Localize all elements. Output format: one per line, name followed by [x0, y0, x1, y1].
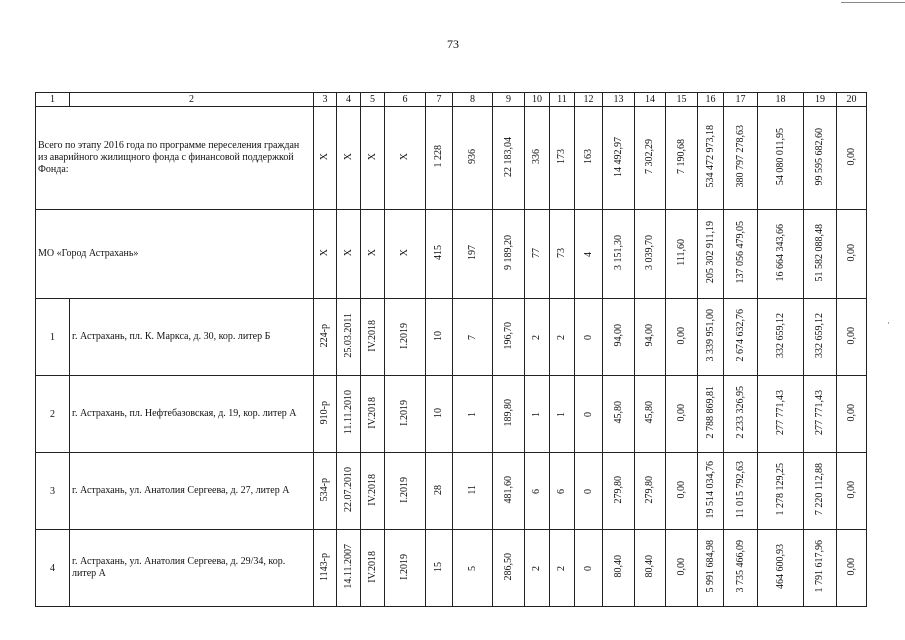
cell-value: 7: [466, 334, 478, 340]
data-cell: [426, 376, 453, 453]
cell-value: 45,80: [612, 401, 624, 424]
data-cell: [758, 107, 804, 210]
cell-value: 10: [433, 407, 444, 418]
cell-value: 54 080 011,95: [774, 127, 786, 186]
data-cell: [666, 453, 698, 530]
data-cell: [575, 453, 603, 530]
column-header-14: 14: [635, 93, 666, 107]
cell-value: 277 771,43: [774, 390, 786, 435]
cell-value: 3 039,70: [644, 235, 655, 270]
cell-value: 80,40: [644, 555, 655, 578]
cell-value: 3 339 951,00: [704, 309, 716, 362]
cell-value: 9 189,20: [502, 235, 514, 270]
row-number: 3: [36, 453, 70, 530]
table-row: [36, 453, 867, 530]
cell-value: 7 220 112,88: [814, 463, 825, 516]
data-cell: [698, 530, 724, 607]
data-cell: [635, 376, 666, 453]
cell-value: 332 659,12: [774, 313, 786, 358]
data-cell: [804, 210, 837, 299]
data-cell: [575, 299, 603, 376]
table-row: [36, 530, 867, 607]
column-header-7: 7: [426, 93, 453, 107]
cell-value: 0,00: [845, 480, 857, 499]
cell-value: 2: [556, 334, 567, 340]
cell-value: 1: [466, 411, 478, 417]
cell-value: 45,80: [644, 401, 655, 424]
cell-value: 936: [466, 149, 478, 164]
data-cell: [337, 453, 361, 530]
cell-value: 1 791 617,96: [814, 540, 825, 593]
cell-value: 336: [531, 149, 542, 164]
column-header-3: 3: [314, 93, 337, 107]
cell-value: 11 015 792,63: [734, 460, 746, 519]
data-cell: [361, 107, 385, 210]
column-header-18: 18: [758, 93, 804, 107]
data-cell: [314, 376, 337, 453]
cell-value: IV.2018: [366, 550, 378, 583]
cell-value: 197: [466, 245, 478, 260]
data-cell: [758, 210, 804, 299]
cell-value: Х: [319, 153, 330, 161]
cell-value: 19 514 034,76: [704, 460, 716, 519]
data-cell: [635, 453, 666, 530]
cell-value: 481,60: [502, 475, 514, 504]
cell-value: 279,80: [612, 475, 624, 504]
data-cell: [724, 210, 758, 299]
column-header-9: 9: [493, 93, 525, 107]
data-cell: [635, 299, 666, 376]
column-header-4: 4: [337, 93, 361, 107]
cell-value: Х: [366, 249, 378, 257]
column-header-11: 11: [550, 93, 575, 107]
cell-value: 0,00: [845, 147, 857, 166]
data-cell: [724, 376, 758, 453]
data-cell: [493, 530, 525, 607]
cell-value: 0: [582, 488, 594, 494]
data-cell: [426, 107, 453, 210]
data-cell: [361, 530, 385, 607]
cell-value: 380 797 278,63: [734, 125, 746, 188]
data-cell: [635, 530, 666, 607]
cell-value: 51 582 088,48: [814, 223, 825, 282]
cell-value: 25.03.2011: [342, 313, 354, 358]
data-cell: [666, 107, 698, 210]
column-header-2: 2: [70, 93, 314, 107]
cell-value: 6: [531, 488, 542, 494]
cell-value: 15: [433, 561, 444, 572]
row-address: г. Астрахань, пл. К. Маркса, д. 30, кор. литер Б: [70, 299, 314, 376]
data-cell: [337, 530, 361, 607]
header-row: [36, 93, 867, 107]
cell-value: Х: [399, 153, 410, 161]
data-cell: [698, 376, 724, 453]
data-cell: [453, 530, 493, 607]
data-cell: [837, 453, 867, 530]
data-cell: [804, 453, 837, 530]
data-cell: [575, 376, 603, 453]
data-cell: [426, 530, 453, 607]
data-cell: [550, 376, 575, 453]
column-header-16: 16: [698, 93, 724, 107]
cell-value: 279,80: [644, 475, 655, 504]
cell-value: 534-р: [319, 477, 330, 502]
cell-value: 1: [556, 411, 567, 417]
data-cell: [804, 107, 837, 210]
data-cell: [758, 453, 804, 530]
column-header-19: 19: [804, 93, 837, 107]
data-cell: [837, 530, 867, 607]
data-cell: [758, 299, 804, 376]
data-cell: [550, 299, 575, 376]
cell-value: 22 183,04: [502, 136, 514, 177]
cell-value: 0,00: [845, 557, 857, 576]
data-cell: [804, 299, 837, 376]
cell-value: 3 735 466,09: [734, 540, 746, 593]
data-cell: [575, 107, 603, 210]
column-header-12: 12: [575, 93, 603, 107]
data-cell: [426, 299, 453, 376]
cell-value: 99 595 682,60: [814, 127, 825, 186]
data-cell: [804, 530, 837, 607]
cell-value: Х: [319, 249, 330, 257]
top-rule: [841, 2, 905, 3]
cell-value: 10: [433, 330, 444, 341]
data-cell: [337, 210, 361, 299]
data-cell: [361, 299, 385, 376]
data-cell: [385, 107, 426, 210]
data-cell: [493, 107, 525, 210]
cell-value: 3 151,30: [612, 235, 624, 270]
data-cell: [493, 453, 525, 530]
cell-value: 14.11.2007: [342, 544, 354, 589]
cell-value: 0: [582, 334, 594, 340]
cell-value: 1 228: [433, 145, 444, 168]
cell-value: 0: [582, 411, 594, 417]
data-cell: [314, 299, 337, 376]
cell-value: I.2019: [399, 553, 410, 580]
cell-value: 0,00: [675, 326, 687, 345]
cell-value: 2: [531, 565, 542, 571]
data-cell: [314, 210, 337, 299]
cell-value: 80,40: [612, 555, 624, 578]
row-label: Всего по этапу 2016 года по программе переселения граждан из аварийного жилищного фонда с финансовой поддержкой Фонда:: [36, 107, 314, 210]
cell-value: 0,00: [675, 403, 687, 422]
cell-value: 6: [556, 488, 567, 494]
data-cell: [635, 210, 666, 299]
cell-value: 94,00: [644, 324, 655, 347]
data-cell: [603, 376, 635, 453]
margin-mark: ·: [887, 318, 890, 328]
data-cell: [837, 210, 867, 299]
cell-value: 0,00: [845, 243, 857, 262]
data-cell: [698, 453, 724, 530]
data-cell: [550, 210, 575, 299]
data-cell: [314, 530, 337, 607]
cell-value: 14 492,97: [612, 136, 624, 177]
cell-value: IV.2018: [366, 473, 378, 506]
data-cell: [426, 453, 453, 530]
column-header-5: 5: [361, 93, 385, 107]
data-cell: [453, 376, 493, 453]
data-cell: [758, 376, 804, 453]
data-cell: [453, 299, 493, 376]
data-cell: [758, 530, 804, 607]
data-cell: [635, 107, 666, 210]
data-cell: [603, 107, 635, 210]
cell-value: 16 664 343,66: [774, 223, 786, 282]
cell-value: 173: [556, 149, 567, 164]
data-cell: [385, 210, 426, 299]
data-cell: [337, 299, 361, 376]
cell-value: 910-р: [319, 400, 330, 425]
cell-value: 2 233 326,95: [734, 386, 746, 439]
data-cell: [724, 453, 758, 530]
table-row: [36, 376, 867, 453]
column-header-20: 20: [837, 93, 867, 107]
cell-value: 2 674 632,76: [734, 309, 746, 362]
cell-value: 11: [466, 484, 478, 495]
cell-value: 73: [556, 247, 567, 258]
data-cell: [314, 453, 337, 530]
data-cell: [453, 107, 493, 210]
cell-value: 1 278 129,25: [774, 463, 786, 516]
cell-value: 277 771,43: [814, 390, 825, 435]
data-cell: [724, 299, 758, 376]
data-cell: [493, 376, 525, 453]
cell-value: 224-р: [319, 323, 330, 348]
data-cell: [603, 299, 635, 376]
data-cell: [385, 299, 426, 376]
cell-value: IV.2018: [366, 319, 378, 352]
row-number: 2: [36, 376, 70, 453]
data-cell: [525, 376, 550, 453]
cell-value: I.2019: [399, 399, 410, 426]
cell-value: 137 056 479,05: [734, 221, 746, 284]
data-cell: [724, 530, 758, 607]
cell-value: 189,80: [502, 398, 514, 427]
data-cell: [837, 107, 867, 210]
cell-value: 5: [466, 565, 478, 571]
data-cell: [525, 453, 550, 530]
cell-value: 1143-р: [319, 552, 330, 581]
data-cell: [550, 530, 575, 607]
row-number: 1: [36, 299, 70, 376]
table-row-summary: [36, 107, 867, 210]
resettlement-table: [35, 92, 867, 607]
cell-value: 196,70: [502, 321, 514, 350]
cell-value: 0: [582, 565, 594, 571]
data-cell: [603, 530, 635, 607]
data-cell: [837, 376, 867, 453]
column-header-10: 10: [525, 93, 550, 107]
data-cell: [525, 107, 550, 210]
data-cell: [804, 376, 837, 453]
data-cell: [698, 299, 724, 376]
cell-value: Х: [342, 153, 354, 161]
cell-value: 28: [433, 484, 444, 495]
data-cell: [837, 299, 867, 376]
row-number: 4: [36, 530, 70, 607]
data-cell: [493, 210, 525, 299]
data-cell: [493, 299, 525, 376]
data-cell: [453, 210, 493, 299]
table-row-city: [36, 210, 867, 299]
cell-value: 0,00: [845, 403, 857, 422]
column-header-15: 15: [666, 93, 698, 107]
data-cell: [314, 107, 337, 210]
column-header-13: 13: [603, 93, 635, 107]
data-cell: [426, 210, 453, 299]
data-cell: [550, 107, 575, 210]
data-cell: [385, 530, 426, 607]
cell-value: 205 302 911,19: [704, 221, 716, 284]
data-cell: [666, 530, 698, 607]
column-header-17: 17: [724, 93, 758, 107]
cell-value: 2 788 869,81: [704, 386, 716, 439]
data-cell: [525, 210, 550, 299]
cell-value: 94,00: [612, 324, 624, 347]
data-cell: [525, 530, 550, 607]
cell-value: 0,00: [675, 480, 687, 499]
cell-value: 22.07.2010: [342, 467, 354, 512]
page-number: 73: [447, 37, 459, 51]
data-cell: [361, 376, 385, 453]
cell-value: 2: [556, 565, 567, 571]
data-cell: [337, 376, 361, 453]
cell-value: I.2019: [399, 322, 410, 349]
data-cell: [575, 210, 603, 299]
cell-value: 7 190,68: [675, 139, 687, 174]
data-cell: [698, 107, 724, 210]
cell-value: 111,60: [675, 239, 687, 266]
cell-value: 332 659,12: [814, 313, 825, 358]
cell-value: 5 991 684,98: [704, 540, 716, 593]
row-address: г. Астрахань, ул. Анатолия Сергеева, д. 27, литер А: [70, 453, 314, 530]
cell-value: Х: [399, 249, 410, 257]
data-cell: [666, 376, 698, 453]
data-cell: [385, 376, 426, 453]
data-cell: [337, 107, 361, 210]
column-header-6: 6: [385, 93, 426, 107]
cell-value: Х: [342, 249, 354, 257]
cell-value: 286,50: [502, 552, 514, 581]
cell-value: 11.11.2010: [342, 390, 354, 435]
cell-value: 0,00: [675, 557, 687, 576]
cell-value: 2: [531, 334, 542, 340]
data-cell: [666, 299, 698, 376]
data-cell: [550, 453, 575, 530]
cell-value: 415: [433, 245, 444, 260]
table-row: [36, 299, 867, 376]
row-address: г. Астрахань, пл. Нефтебазовская, д. 19, кор. литер А: [70, 376, 314, 453]
cell-value: 77: [531, 247, 542, 258]
row-label: МО «Город Астрахань»: [36, 210, 314, 299]
column-header-1: 1: [36, 93, 70, 107]
cell-value: 7 302,29: [644, 139, 655, 174]
column-header-8: 8: [453, 93, 493, 107]
data-cell: [385, 453, 426, 530]
cell-value: 1: [531, 411, 542, 417]
data-cell: [603, 453, 635, 530]
row-address: г. Астрахань, ул. Анатолия Сергеева, д. 29/34, кор. литер А: [70, 530, 314, 607]
data-cell: [698, 210, 724, 299]
cell-value: IV.2018: [366, 396, 378, 429]
data-cell: [361, 453, 385, 530]
cell-value: 163: [582, 149, 594, 164]
cell-value: I.2019: [399, 476, 410, 503]
cell-value: 4: [582, 251, 594, 257]
cell-value: 464 600,93: [774, 544, 786, 589]
data-cell: [525, 299, 550, 376]
data-cell: [724, 107, 758, 210]
cell-value: Х: [366, 153, 378, 161]
data-cell: [453, 453, 493, 530]
data-cell: [361, 210, 385, 299]
data-cell: [575, 530, 603, 607]
data-cell: [666, 210, 698, 299]
data-cell: [603, 210, 635, 299]
cell-value: 0,00: [845, 326, 857, 345]
cell-value: 534 472 973,18: [704, 125, 716, 188]
